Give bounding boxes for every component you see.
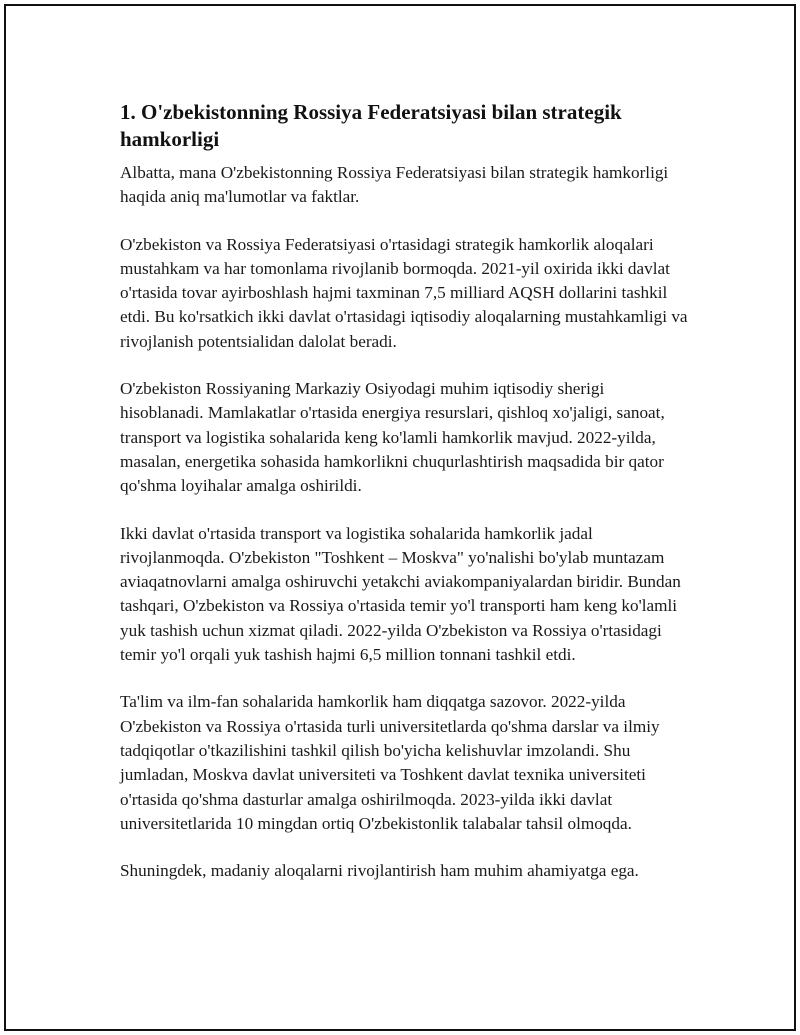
page-frame (4, 4, 796, 1031)
paragraph-education-science: Ta'lim va ilm-fan sohalarida hamkorlik ham diqqatga sazovor. 2022-yilda O'zbekiston va Rossiya o'rtasida turli universitetlarda qo'shma darslar va ilmiy tadqiqotlar o'tkazilishini tashkil qilish bo'yicha kelishuvlar imzolandi. Shu jumladan, Moskva davlat universiteti va Toshkent davlat texnika universiteti o'rtasida qo'shma dasturlar amalga oshirilmoqda. 2023-yilda ikki davlat universitetlarida 10 mingdan ortiq O'zbekistonlik talabalar tahsil olmoqda. (120, 692, 660, 833)
paragraph-transport-logistics: Ikki davlat o'rtasida transport va logistika sohalarida hamkorlik jadal rivojlanmoqda. O'zbekiston "Toshkent – Moskva" yo'nalishi bo'ylab muntazam aviaqatnovlarni amalga oshiruvchi yetakchi aviakompaniyalardan biridir. Bundan tashqari, O'zbekiston va Rossiya o'rtasida temir yo'l transporti ham keng ko'lamli yuk tashish uchun xizmat qiladi. 2022-yilda O'zbekiston va Rossiya o'rtasidagi temir yo'l orqali yuk tashish hajmi 6,5 million tonnani tashkil etdi. (120, 523, 681, 665)
paragraph-intro: Albatta, mana O'zbekistonning Rossiya Federatsiyasi bilan strategik hamkorligi haqida aniq ma'lumotlar va faktlar. (120, 163, 669, 207)
paragraph-strategic-partnership: O'zbekiston va Rossiya Federatsiyasi o'rtasidagi strategik hamkorlik aloqalari mustahkam va har tomonlama rivojlanib bormoqda. 2021-yil oxirida ikki davlat o'rtasida tovar ayirboshlash hajmi taxminan 7,5 milliard AQSH dollarini tashkil etdi. Bu ko'rsatkich ikki davlat o'rtasidagi iqtisodiy aloqalarning mustahkamligi va rivojlanish potentsialidan dalolat beradi. (120, 234, 688, 351)
paragraph-cultural-ties: Shuningdek, madaniy aloqalarni rivojlantirish ham muhim ahamiyatga ega. (120, 861, 639, 881)
document-body (120, 99, 690, 906)
paragraph-economic-partner: O'zbekiston Rossiyaning Markaziy Osiyodagi muhim iqtisodiy sherigi hisoblanadi. Mamlakatlar o'rtasida energiya resurslari, qishloq xo'jaligi, sanoat, transport va logistika sohalarida keng ko'lamli hamkorlik mavjud. 2022-yilda, masalan, energetika sohasida hamkorlikni chuqurlashtirish maqsadida bir qator qo'shma loyihalar amalga oshirildi. (120, 379, 665, 496)
section-heading: 1. O'zbekistonning Rossiya Federatsiyasi bilan strategik hamkorligi (120, 100, 622, 151)
